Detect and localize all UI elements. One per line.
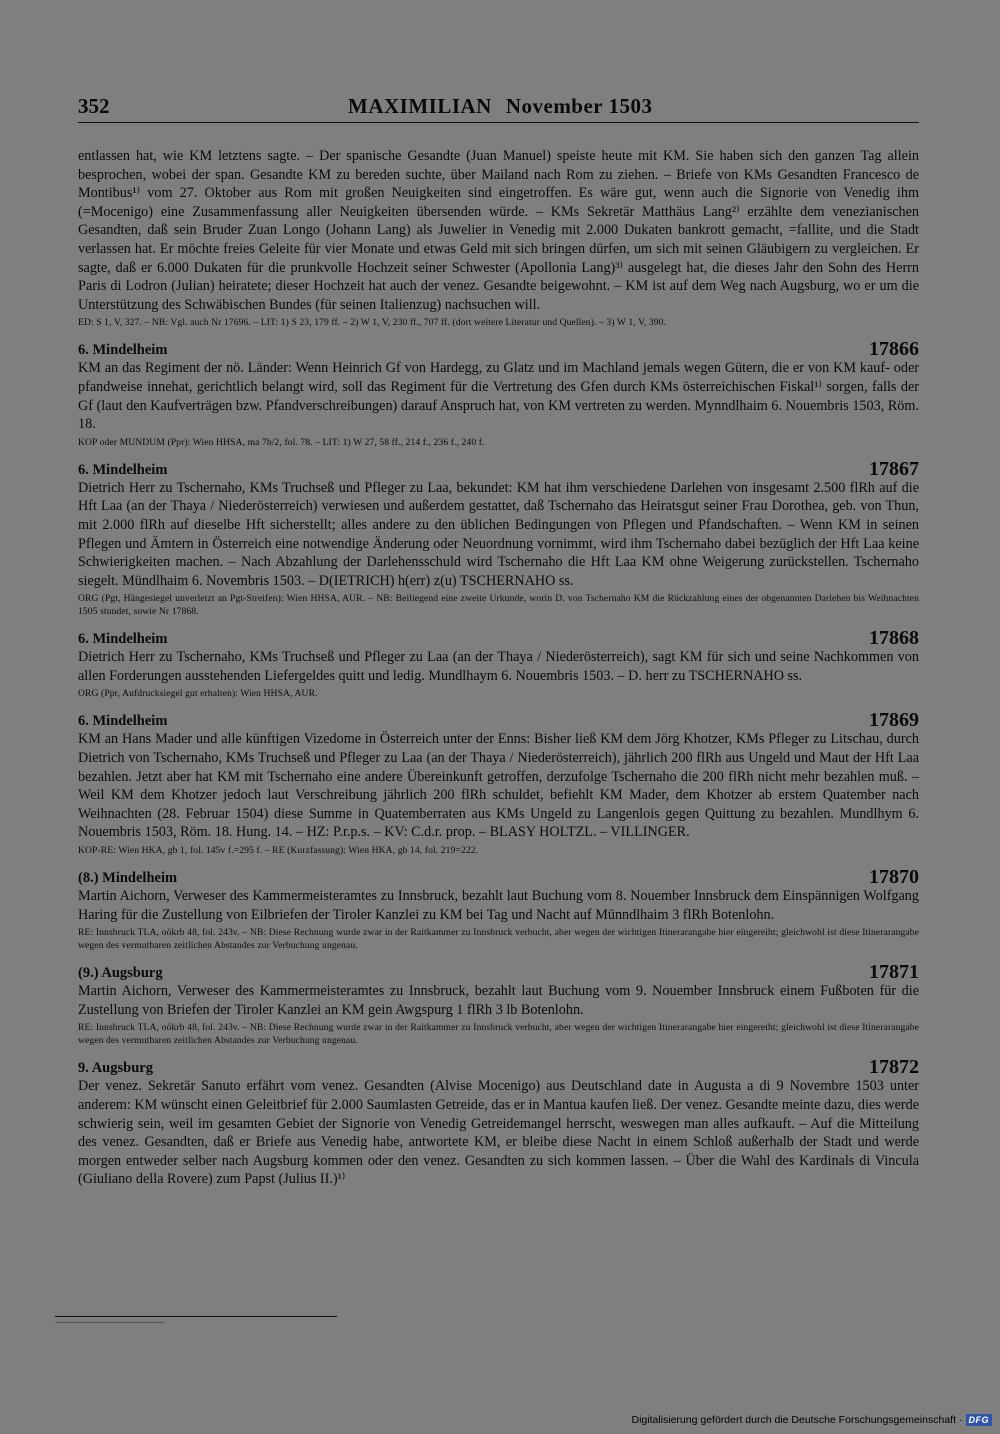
entry-heading [78,708,919,730]
entry-note: KOP oder MUNDUM (Ppr): Wien HHSA, ma 7b/2, fol. 78. – LIT: 1) W 27, 58 ff., 214 f., 236 f., 240 f. [78,436,485,448]
entry-number: 17866 [869,338,919,361]
credit-text: Digitalisierung gefördert durch die Deutsche Forschungsgemeinschaft [631,1414,956,1426]
entry-place: (8.) Mindelheim [78,870,178,887]
entry-note: ORG (Pgt, Hängesiegel unverletzt an Pgt-Streifen): Wien HHSA, AUR. – NB: Beiliegend eine zweite Urkunde, worin D. von Tschernaho KM die Rückzahlung eines der obgenannten Darlehen bis Weihnachten 1505 stundet, sowie Nr 17868. [78,593,919,618]
entry-heading [78,960,919,982]
entry-number: 17870 [869,866,919,889]
entry-number: 17872 [869,1056,919,1079]
entry-place: 6. Mindelheim [78,631,168,648]
entry-place: (9.) Augsburg [78,965,163,982]
credit-dot: · [959,1414,963,1426]
entry-text: Dietrich Herr zu Tschernaho, KMs Truchseß und Pfleger zu Laa, bekundet: KM hat ihm verschiedene Darlehen von insgesamt 2.500 flRh auf die Hft Laa (an der Thaya / Niederösterreich) verwiesen und außerdem gestattet, daß Tschernaho das Heiratsgut seiner Frau Dorothea, geb. von Thun, mit 2.000 flRh auf dieselbe Hft sicherstellt; alles andere zu den üblichen Bedingungen von Pflegen und Pfandschaften. – Wenn KM in seinen Pflegen und Ämtern in Österreich eine notwendige Änderung oder Neuordnung vornimmt, wird ihm Tschernaho dabei bezüglich der Hft Laa keine Schwierigkeiten machen. – Nach Abzahlung der Darlehensschuld wird Tschernaho die Hft Laa KM ohne Weigerung zurückstellen. Tschernaho siegelt. Mündlhaim 6. Novembris 1503. – D(IETRICH) h(err) z(u) TSCHERNAHO ss. [78,479,919,589]
entry-text: KM an das Regiment der nö. Länder: Wenn Heinrich Gf von Hardegg, zu Glatz und im Machland jemals wegen Gütern, die er von KM kauf- oder pfandweise innehat, gerichtlich belangt wird, soll das Regiment für die Vertretung des Gfen durch KMs österreichischen Fiskal¹⁾ sorgen, falls der Gf (laut den Kaufverträgen bzw. Pfandverschreibungen) darauf Anspruch hat, von KM vertreten zu werden. Mynndlhaim 6. Nouembris 1503, Röm. 18. [78,360,919,433]
entry-text: Martin Aichorn, Verweser des Kammermeisteramtes zu Innsbruck, bezahlt laut Buchung vom 8. Nouember Innsbruck dem Einspännigen Wolfgang Haring für die Zustellung von Eilbriefen der Tiroler Kanzlei zu KM bei Tag und Nacht auf Münndlhaim 3 flRh Botenlohn. [78,888,919,923]
separator-line [55,1316,337,1317]
separator-line-short [55,1322,165,1323]
entry-note: RE: Innsbruck TLA, oökrb 48, fol. 243v. – NB: Diese Rechnung wurde zwar in der Raitkammer zu Innsbruck verbucht, aber wegen der wichtigen Itinerarangabe hier eingereiht; gleichwohl ist diese Itinerarangabe wegen des vermutbaren zeitlichen Abstandes zur Verbuchung ungenau. [78,1022,919,1047]
entry-text: KM an Hans Mader und alle künftigen Vizedome in Österreich unter der Enns: Bisher ließ KM dem Jörg Khotzer, KMs Pfleger zu Litschau, durch Dietrich von Tschernaho, KMs Truchseß und Pfleger zu Laa (an der Thaya / Niederösterreich), jährlich 200 flRh aus Ungeld und Maut der Hft Laa bezahlen. Jetzt aber hat KM mit Tschernaho eine andere Übereinkunft getroffen, derzufolge Tschernaho die 200 flRh nicht mehr bezahlen muß. – Weil KM dem Khotzer jedoch laut Verschreibung jährlich 200 flRh schuldet, befiehlt KM Mader, dem Khotzer ab erstem Quatember nach Weihnachten (28. Februar 1504) diese Summe in Quatemberraten aus KMs Ungeld zu Langenlois gegen Quittung zu bezahlen. Mundlhym 6. Nouembris 1503, Röm. 18. Hung. 14. – HZ: P.r.p.s. – KV: C.d.r. prop. – BLASY HOLTZL. – VILLINGER. [78,731,919,841]
dfg-logo-icon: DFG [966,1414,993,1426]
entry-17868 [78,626,919,700]
entry-text: Martin Aichorn, Verweser des Kammermeisteramtes zu Innsbruck, bezahlt laut Buchung vom 9. Nouember Innsbruck einem Fußboten für die Zustellung von Briefen der Tiroler Kanzlei an KM gein Awgspurg 1 flRh 3 lb Botenlohn. [78,983,919,1018]
page-number: 352 [78,94,110,118]
intro-note: ED: S 1, V, 327. – NB: Vgl. auch Nr 17696. – LIT: 1) S 23, 179 ff. – 2) W 1, V, 230 ff., 707 ff. (dort weitere Literatur und Quellen). – 3) W 1, V, 390. [78,317,667,329]
entry-note: ORG (Ppr, Aufdrucksiegel gut erhalten): Wien HHSA, AUR. [78,688,318,700]
entry-number: 17869 [869,709,919,732]
footnote-separator [55,1316,337,1323]
entry-heading [78,337,919,359]
entry-text: Dietrich Herr zu Tschernaho, KMs Truchseß und Pfleger zu Laa (an der Thaya / Niederösterreich), sagt KM für sich und seine Nachkommen von allen Forderungen ausstehenden Liefergeldes quitt und ledig. Mundlhaym 6. Nouembris 1503. – D. herr zu TSCHERNAHO ss. [78,649,919,684]
entry-17867 [78,457,919,619]
entries [78,337,919,1189]
entry-17870 [78,865,919,952]
entry-17866 [78,337,919,448]
header-title: MAXIMILIAN [348,94,492,118]
entry-number: 17867 [869,457,919,480]
running-title [348,94,653,119]
entry-note: RE: Innsbruck TLA, oökrb 48, fol. 243v. – NB: Diese Rechnung wurde zwar in der Raitkammer zu Innsbruck verbucht, aber wegen der wichtigen Itinerarangabe hier eingereiht; gleichwohl ist diese Itinerarangabe wegen des vermutbaren zeitlichen Abstandes zur Verbuchung ungenau. [78,927,919,952]
entry-note: KOP-RE: Wien HKA, gb 1, fol. 145v f.=295 f. – RE (Kurzfassung): Wien HKA, gb 14, fol. 219=222. [78,845,479,857]
entry-place: 6. Mindelheim [78,342,168,359]
entry-number: 17868 [869,627,919,650]
intro-paragraph: entlassen hat, wie KM letztens sagte. – Der spanische Gesandte (Juan Manuel) speiste heute mit KM. Sie haben sich den ganzen Tag allein besprochen, wobei der span. Gesandte KM zu bereden suchte, über Mailand nach Rom zu ziehen. – Briefe von KMs Gesandten Francesco de Montibus¹⁾ vom 27. Oktober aus Rom mit großen Neuigkeiten sind eingetroffen. Es wäre gut, wenn auch die Signorie von Venedig ihm (=Mocenigo) eine Zusammenfassung aller Neuigkeiten übersenden würde. – KMs Sekretär Matthäus Lang²⁾ erzählte dem venezianischen Gesandten, daß sein Bruder Zuan Longo (Johann Lang) als Juwelier in Venedig mit 2.000 Dukaten bankrott gemacht, =fallite, und die Stadt verlassen hat. Er möchte freies Geleite für vier Monate und etwas Geld mit sich bringen dürfen, um sich mit seinen Gläubigern zu vergleichen. Er sagte, daß er 6.000 Dukaten für die prunkvolle Hochzeit seiner Schwester (Apollonia Lang)³⁾ ausgelegt hat, die dieses Jahr den Sohn des Herrn Paris di Lodron (Julian) heiratete; dieser Hochzeit hat auch der venez. Gesandte beigewohnt. – KM ist auf dem Weg nach Augsburg, wo er um die Unterstützung des Schwäbischen Bundes (für seinen Italienzug) nachsuchen will. [78,148,919,313]
entry-heading [78,457,919,479]
funding-credit [631,1412,992,1428]
document-page [78,94,919,1189]
entry-place: 6. Mindelheim [78,713,168,730]
entry-number: 17871 [869,961,919,984]
entry-17869 [78,708,919,857]
entry-place: 6. Mindelheim [78,461,168,478]
entry-text: Der venez. Sekretär Sanuto erfährt vom venez. Gesandten (Alvise Mocenigo) aus Deutschland date in Augusta a di 9 Novembre 1503 unter anderem: KM wünscht einen Geleitbrief für 2.000 Saumlasten Getreide, das er in Mantua kaufen ließ. Der venez. Gesandte meinte dazu, dies werde schwierig sein, weil im gesamten Gebiet der Signorie von Venedig Getreidemangel herrscht, weswegen man alles aufkauft. – Auf die Mitteilung des venez. Gesandten, daß er Briefe aus Venedig habe, antwortete KM, er bleibe diese Nacht in einem Schloß außerhalb der Stadt und werde morgen entweder selber nach Augsburg kommen oder den venez. Gesandten zu sich kommen lassen. – Über die Wahl des Kardinals di Vincula (Giuliano della Rovere) zum Papst (Julius II.)¹⁾ [78,1078,919,1188]
entry-place: 9. Augsburg [78,1060,153,1077]
entry-17872 [78,1055,919,1189]
entry-heading [78,1055,919,1077]
entry-heading [78,865,919,887]
header-date: November 1503 [505,94,653,118]
running-header [78,94,919,123]
entry-17871 [78,960,919,1047]
entry-heading [78,626,919,648]
